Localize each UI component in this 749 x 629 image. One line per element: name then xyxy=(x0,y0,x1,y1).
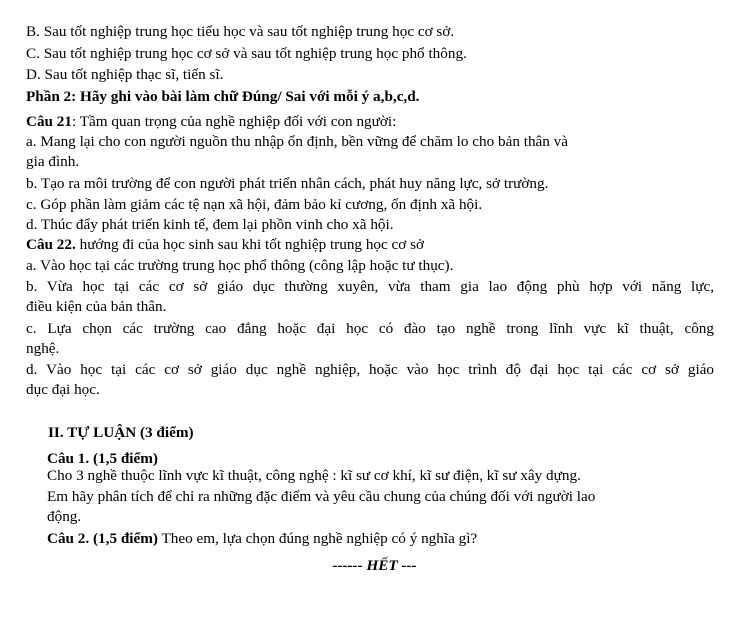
essay-q2-text: Theo em, lựa chọn đúng nghề nghiệp có ý nghĩa gì? xyxy=(157,530,478,547)
q22-a: a. Vào học tại các trường trung học phổ thông (công lập hoặc tư thục). xyxy=(26,257,454,274)
essay-heading: II. TỰ LUẬN (3 điểm) xyxy=(48,424,194,441)
q21-a-line2: gia đình. xyxy=(26,153,80,170)
option-b: B. Sau tốt nghiệp trung học tiểu học và sau tốt nghiệp trung học cơ sở. xyxy=(26,23,455,40)
essay-q2-label: Câu 2. (1,5 điểm) xyxy=(47,530,158,547)
essay-q1-line3: động. xyxy=(47,508,82,525)
q22-b-line2: điều kiện của bản thân. xyxy=(26,298,167,315)
q21-d: d. Thúc đẩy phát triển kinh tế, đem lại phồn vinh cho xã hội. xyxy=(26,216,394,233)
essay-q1-line1: Cho 3 nghề thuộc lĩnh vực kĩ thuật, công nghệ : kĩ sư cơ khí, kĩ sư điện, kĩ sư xây dựng. xyxy=(47,467,581,484)
q22-d-line2: dục đại học. xyxy=(26,381,100,398)
q21-stem-text: : Tầm quan trọng của nghề nghiệp đối với con người: xyxy=(72,113,397,130)
q22-b-line1: b. Vừa học tại các cơ sở giáo dục thường xuyên, vừa tham gia lao động phù hợp với năng lực, xyxy=(26,278,714,295)
q22-c-line1: c. Lựa chọn các trường cao đẳng hoặc đại học có đào tạo nghề trong lĩnh vực kĩ thuật, công xyxy=(26,320,714,337)
q22-label: Câu 22. xyxy=(26,236,76,253)
q22-d-line1: d. Vào học tại các cơ sở giáo dục nghề nghiệp, hoặc vào học trình độ đại học tại các cơ sở giáo xyxy=(26,361,714,378)
part2-heading: Phần 2: Hãy ghi vào bài làm chữ Đúng/ Sai với mỗi ý a,b,c,d. xyxy=(26,88,420,105)
essay-q1-line2: Em hãy phân tích để chỉ ra những đặc điểm và yêu cầu chung của chúng đối với người lao xyxy=(47,488,596,505)
option-c: C. Sau tốt nghiệp trung học cơ sở và sau tốt nghiệp trung học phổ thông. xyxy=(26,45,467,62)
q21-b: b. Tạo ra môi trường để con người phát triển nhân cách, phát huy năng lực, sở trường. xyxy=(26,175,549,192)
end-mark: ------ HẾT --- xyxy=(332,557,417,574)
q22-c-line2: nghệ. xyxy=(26,340,60,357)
q21-stem xyxy=(26,113,396,130)
q21-c: c. Góp phần làm giảm các tệ nạn xã hội, đảm bảo kỉ cương, ổn định xã hội. xyxy=(26,196,483,213)
q22-stem-text: hướng đi của học sinh sau khi tốt nghiệp trung học cơ sở xyxy=(75,236,425,253)
q22-stem xyxy=(26,236,424,253)
option-d: D. Sau tốt nghiệp thạc sĩ, tiến sĩ. xyxy=(26,66,224,83)
essay-q1-label: Câu 1. (1,5 điểm) xyxy=(47,450,158,467)
q21-label: Câu 21 xyxy=(26,113,72,130)
essay-q2 xyxy=(47,530,477,547)
q21-a-line1: a. Mang lại cho con người nguồn thu nhập ổn định, bền vững để chăm lo cho bản thân và xyxy=(26,133,569,150)
